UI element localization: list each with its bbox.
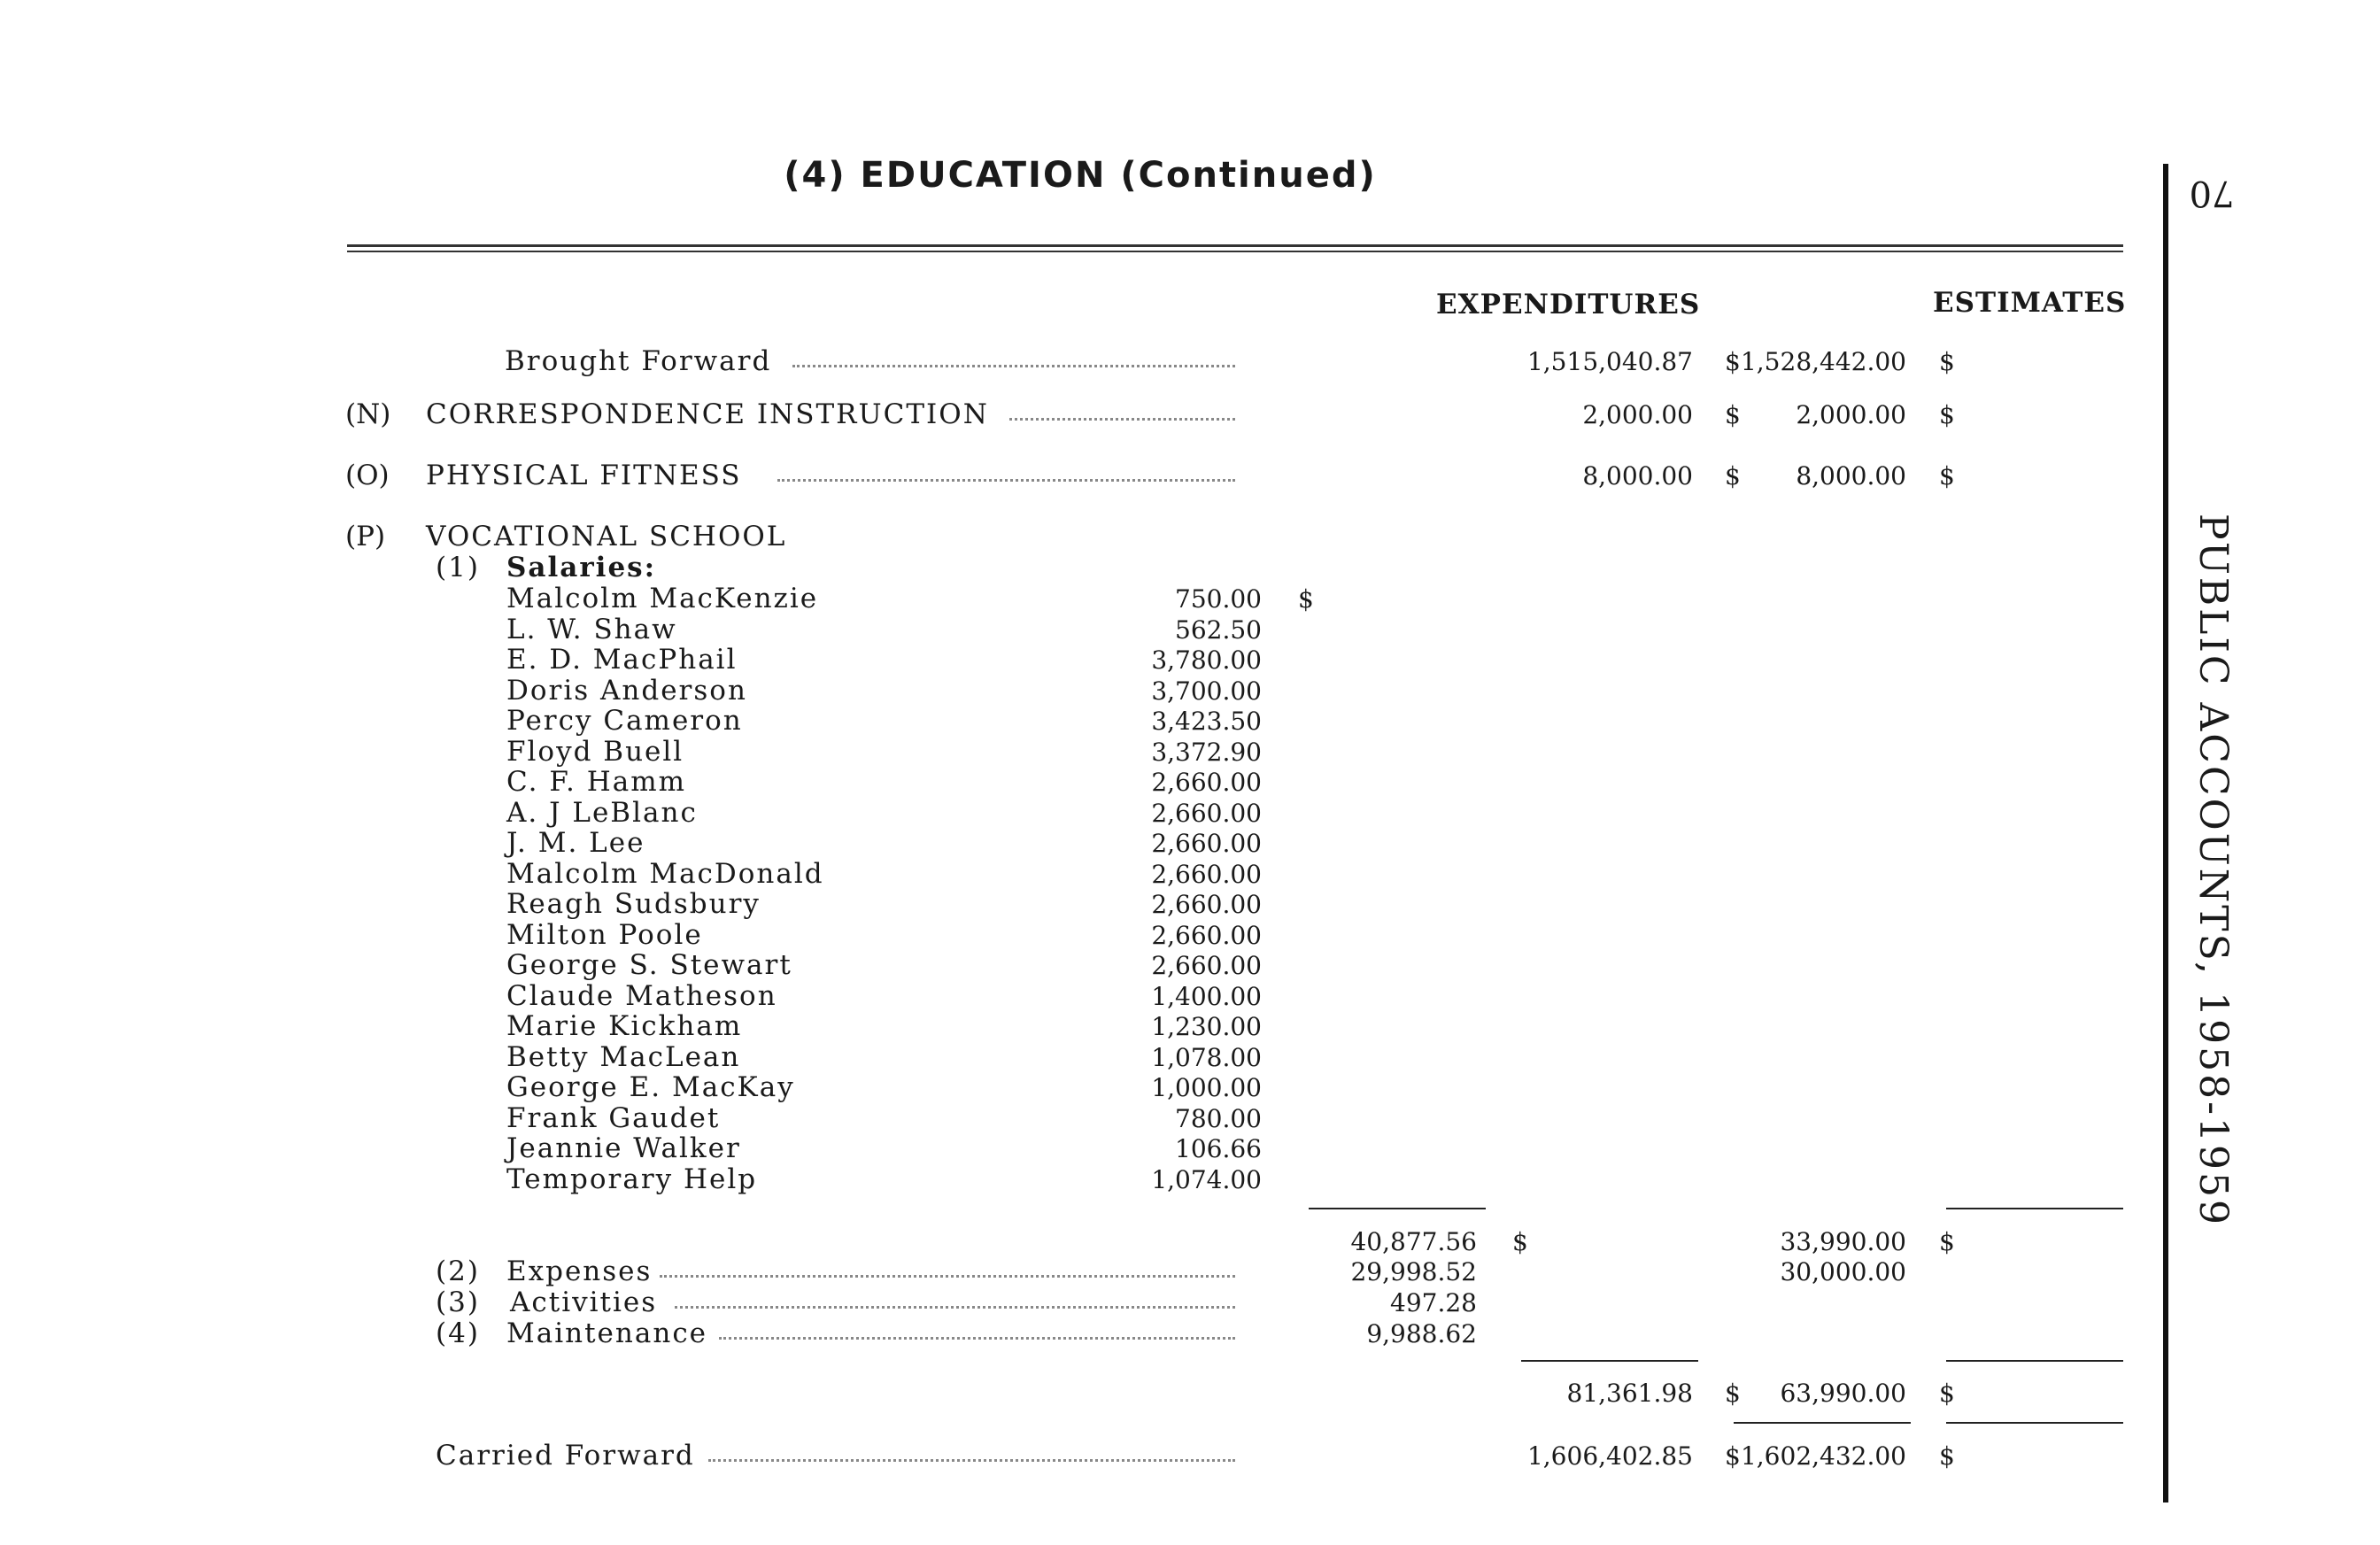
- section-n-row: [0, 398, 2160, 429]
- salary-amount: 3,372.90: [1151, 738, 1262, 767]
- salary-amount: 562.50: [1175, 615, 1262, 645]
- salary-name: L. W. Shaw: [506, 614, 677, 645]
- salary-row: [0, 949, 2160, 979]
- salary-name: E. D. MacPhail: [506, 644, 738, 676]
- section-p-mark: (P): [345, 521, 386, 552]
- salary-row: [0, 675, 2160, 705]
- dollar-sign: $: [1725, 347, 1741, 376]
- brought-forward-label: Brought Forward: [505, 345, 772, 377]
- page-number: 70: [2189, 173, 2235, 213]
- leader-dots: [719, 1337, 1235, 1340]
- activities-amount: 497.28: [1390, 1288, 1477, 1317]
- salary-name: Malcolm MacKenzie: [506, 583, 819, 614]
- section-p-total-estimate: 63,990.00: [1780, 1379, 1906, 1408]
- expenses-estimate: 30,000.00: [1780, 1257, 1906, 1286]
- salary-amount: 780.00: [1175, 1104, 1262, 1133]
- dollar-sign: $: [1939, 400, 1955, 429]
- estimate-underline: [1946, 1208, 2123, 1209]
- expenditures-heading: EXPENDITURES: [1436, 289, 1701, 321]
- salary-name: George E. MacKay: [506, 1071, 795, 1103]
- salary-amount: 2,660.00: [1151, 768, 1262, 797]
- salaries-heading-row: [0, 552, 2160, 582]
- running-head: [2187, 173, 2237, 1518]
- salaries-label: Salaries:: [506, 552, 657, 583]
- salary-row: [0, 827, 2160, 857]
- salary-row: [0, 583, 2160, 613]
- salary-row: [0, 766, 2160, 796]
- salary-amount: 2,660.00: [1151, 951, 1262, 980]
- activities-row: [0, 1286, 2160, 1317]
- expenditure-underline: [1521, 1360, 1698, 1362]
- carried-forward-expenditure: 1,606,402.85: [1526, 1441, 1693, 1471]
- salary-amount: 1,230.00: [1151, 1012, 1262, 1041]
- salary-name: Milton Poole: [506, 919, 703, 951]
- header-rule-bottom: [347, 251, 2123, 252]
- estimate-underline-2: [1946, 1360, 2123, 1362]
- salary-name: Betty MacLean: [506, 1041, 741, 1073]
- leader-dots: [708, 1459, 1235, 1462]
- activities-mark: (3): [436, 1286, 480, 1318]
- carried-forward-label: Carried Forward: [436, 1440, 695, 1472]
- salary-row: [0, 1163, 2160, 1194]
- total-underline-expenditure: [1734, 1422, 1911, 1424]
- margin-bar: [2163, 164, 2168, 1503]
- salary-name: J. M. Lee: [506, 827, 645, 859]
- section-p-label: VOCATIONAL SCHOOL: [426, 521, 787, 552]
- section-p-total-expenditure: 81,361.98: [1566, 1379, 1693, 1408]
- section-n-mark: (N): [345, 398, 391, 430]
- salary-row: [0, 1102, 2160, 1132]
- salary-amount: 2,660.00: [1151, 890, 1262, 919]
- dollar-sign: $: [1725, 1379, 1741, 1408]
- salary-name: George S. Stewart: [506, 949, 792, 981]
- dollar-sign: $: [1725, 1441, 1741, 1471]
- salary-name: Malcolm MacDonald: [506, 858, 824, 890]
- salary-amount: 1,400.00: [1151, 982, 1262, 1011]
- section-o-row: [0, 460, 2160, 490]
- salary-name: Marie Kickham: [506, 1010, 743, 1042]
- dollar-sign: $: [1939, 1379, 1955, 1408]
- salaries-mark: (1): [436, 552, 480, 583]
- section-o-label: PHYSICAL FITNESS: [426, 460, 742, 491]
- leader-dots: [660, 1275, 1235, 1278]
- leader-dots: [675, 1306, 1235, 1309]
- salary-row: [0, 1132, 2160, 1163]
- salary-name: Jeannie Walker: [506, 1132, 741, 1164]
- section-n-label: CORRESPONDENCE INSTRUCTION: [426, 398, 989, 430]
- leader-dots: [792, 365, 1235, 367]
- salary-row: [0, 919, 2160, 949]
- dollar-sign: $: [1939, 347, 1955, 376]
- activities-label: Activities: [510, 1286, 658, 1318]
- brought-forward-expenditure: 1,515,040.87: [1526, 347, 1693, 376]
- salary-row: [0, 980, 2160, 1010]
- dollar-sign: $: [1725, 461, 1741, 491]
- section-n-estimate: 2,000.00: [1796, 400, 1906, 429]
- maintenance-amount: 9,988.62: [1366, 1319, 1477, 1348]
- section-o-estimate: 8,000.00: [1796, 461, 1906, 491]
- salary-amount: 1,078.00: [1151, 1043, 1262, 1072]
- salaries-underline: [1309, 1208, 1486, 1209]
- salary-row: [0, 858, 2160, 888]
- section-p-total-row: [0, 1377, 2160, 1407]
- salary-name: Doris Anderson: [506, 675, 747, 707]
- salary-name: C. F. Hamm: [506, 766, 687, 798]
- expenses-row: [0, 1255, 2160, 1286]
- dollar-sign: $: [1298, 584, 1314, 614]
- dollar-sign: $: [1939, 1227, 1955, 1256]
- salary-amount: 3,423.50: [1151, 707, 1262, 736]
- salary-amount: 3,700.00: [1151, 676, 1262, 706]
- leader-dots: [1009, 418, 1235, 421]
- maintenance-mark: (4): [436, 1317, 480, 1349]
- salary-name: Temporary Help: [506, 1163, 758, 1195]
- carried-forward-row: [0, 1440, 2160, 1470]
- salary-amount: 750.00: [1175, 584, 1262, 614]
- salary-amount: 2,660.00: [1151, 799, 1262, 828]
- salary-row: [0, 1071, 2160, 1101]
- dollar-sign: $: [1939, 1441, 1955, 1471]
- section-n-expenditure: 2,000.00: [1582, 400, 1693, 429]
- expenses-amount: 29,998.52: [1350, 1257, 1477, 1286]
- salary-name: Floyd Buell: [506, 736, 684, 768]
- carried-forward-estimate: 1,602,432.00: [1740, 1441, 1906, 1471]
- section-o-mark: (O): [345, 460, 390, 491]
- salary-row: [0, 888, 2160, 918]
- brought-forward-estimate: 1,528,442.00: [1740, 347, 1906, 376]
- maintenance-label: Maintenance: [506, 1317, 708, 1349]
- section-p-row: [0, 521, 2160, 551]
- salary-name: A. J LeBlanc: [506, 797, 698, 829]
- salaries-total: 40,877.56: [1350, 1227, 1477, 1256]
- salary-row: [0, 797, 2160, 827]
- salaries-estimate: 33,990.00: [1780, 1227, 1906, 1256]
- salary-row: [0, 705, 2160, 735]
- page-title: (4) EDUCATION (Continued): [784, 155, 1377, 196]
- salary-amount: 2,660.00: [1151, 921, 1262, 950]
- salary-amount: 106.66: [1175, 1134, 1262, 1163]
- dollar-sign: $: [1939, 461, 1955, 491]
- brought-forward-row: [0, 345, 2160, 375]
- salary-name: Frank Gaudet: [506, 1102, 721, 1134]
- salary-name: Percy Cameron: [506, 705, 743, 737]
- salary-amount: 2,660.00: [1151, 860, 1262, 889]
- salary-name: Claude Matheson: [506, 980, 777, 1012]
- leader-dots: [777, 479, 1235, 482]
- salary-row: [0, 1010, 2160, 1040]
- expenses-mark: (2): [436, 1255, 480, 1287]
- salary-amount: 3,780.00: [1151, 645, 1262, 675]
- salary-row: [0, 1041, 2160, 1071]
- expenses-label: Expenses: [506, 1255, 653, 1287]
- dollar-sign: $: [1512, 1227, 1528, 1256]
- maintenance-row: [0, 1317, 2160, 1348]
- total-underline-estimate: [1946, 1422, 2123, 1424]
- salary-amount: 1,074.00: [1151, 1165, 1262, 1194]
- salary-row: [0, 644, 2160, 674]
- salary-name: Reagh Sudsbury: [506, 888, 761, 920]
- header-rule-top: [347, 244, 2123, 247]
- salary-amount: 2,660.00: [1151, 829, 1262, 858]
- section-o-expenditure: 8,000.00: [1582, 461, 1693, 491]
- salary-amount: 1,000.00: [1151, 1073, 1262, 1102]
- salaries-total-row: [0, 1225, 2160, 1255]
- publication-title: PUBLIC ACCOUNTS, 1958-1959: [2191, 514, 2236, 1227]
- dollar-sign: $: [1725, 400, 1741, 429]
- salary-row: [0, 736, 2160, 766]
- estimates-heading: ESTIMATES: [1933, 287, 2127, 319]
- salary-row: [0, 614, 2160, 644]
